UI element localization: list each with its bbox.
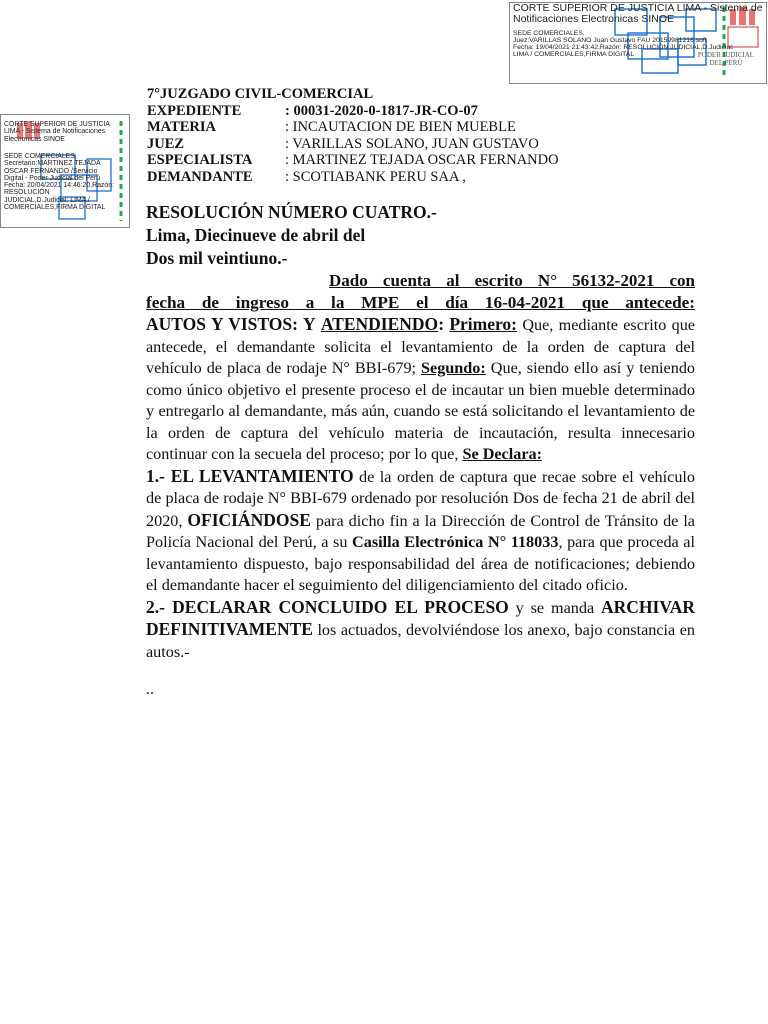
stamp-line: Fecha: 20/04/2021 14:46:20,Razón: xyxy=(4,182,114,189)
stamp-line: Secretario:MARTINEZ TEJADA xyxy=(4,160,101,168)
se-declara-label: Se Declara: xyxy=(462,445,543,463)
logo-text: PODER JUDICIAL xyxy=(697,51,755,59)
stamp-title: CORTE SUPERIOR DE JUSTICIA LIMA - Sistema de Notificaciones Electronicas SINOE xyxy=(4,121,110,143)
header-row-materia xyxy=(147,119,559,136)
header-row-especialista xyxy=(147,152,559,169)
oficiandose-label: OFICIÁNDOSE xyxy=(187,509,311,530)
point-two-paragraph xyxy=(146,597,695,664)
segundo-label: Segundo: xyxy=(421,359,486,377)
resolution-year: Dos mil veintiuno.- xyxy=(146,248,288,268)
header-row-juez xyxy=(147,136,559,153)
header-label: JUEZ xyxy=(147,135,185,152)
stamp-details xyxy=(4,153,126,211)
primero-text: Que, mediante escrito que antecede, el demandante solicita el levantamiento de la orden de captura del vehículo de placa de rodaje N° BBI-679; xyxy=(146,316,696,377)
point-one-text: de la orden de captura que recae sobre el vehículo de placa de rodaje N° BBI-679 ordenado por resolución Dos de fecha 21 de abril del 2020, xyxy=(146,467,696,530)
resolution-place-date: Lima, Diecinueve de abril del xyxy=(146,225,366,245)
colon: : xyxy=(438,314,445,334)
header-row-demandante xyxy=(147,169,559,186)
header-value: : 00031-2020-0-1817-JR-CO-07 xyxy=(285,102,478,119)
stamp-title: CORTE SUPERIOR DE JUSTICIA LIMA - Sistema de Notificaciones Electronicas SINOE xyxy=(513,2,763,26)
poder-judicial-logo xyxy=(691,52,761,67)
header-value: : INCAUTACION DE BIEN MUEBLE xyxy=(285,119,516,136)
stamp-line: Fecha: 19/04/2021 21:43:42,Razón: RESOLUCIÓN JUDICIAL,D.Judicial: xyxy=(513,44,734,52)
header-row-expediente xyxy=(147,103,559,120)
stamp-line: Digital - Poder Judicial del Perú xyxy=(4,174,101,182)
header-label: DEMANDANTE xyxy=(147,168,253,185)
stamp-line: SEDE COMERCIALES, xyxy=(4,153,77,160)
trailing-mark: .. xyxy=(146,681,154,698)
considerations-paragraph xyxy=(146,314,695,466)
signature-stamp-secretary xyxy=(0,114,130,228)
point-one-lead: 1.- EL LEVANTAMIENTO xyxy=(146,465,354,486)
stamp-line: Juez:VARILLAS SOLANO Juan Gustavo FAU 20159981216 soft xyxy=(513,37,707,45)
point-two-text: los actuados, devolviéndose los anexo, bajo constancia en autos.- xyxy=(146,621,695,661)
stamp-line: COMERCIALES,FIRMA DIGITAL xyxy=(4,203,106,211)
court-name: 7°JUZGADO CIVIL-COMERCIAL xyxy=(147,86,374,102)
dado-cuenta-line: fecha de ingreso a la MPE el día 16-04-2021 que antecede: xyxy=(146,293,695,312)
point-two-text: y se manda xyxy=(515,598,595,617)
resolution-body xyxy=(146,201,695,699)
header-label: ESPECIALISTA xyxy=(147,152,253,169)
header-value: : SCOTIABANK PERU SAA , xyxy=(285,168,466,185)
point-two-lead: 2.- DECLARAR CONCLUIDO EL PROCESO xyxy=(146,596,509,617)
autos-label: AUTOS Y VISTOS: Y xyxy=(146,314,316,334)
primero-label: Primero: xyxy=(449,314,518,334)
stamp-line: JUDICIAL,D.Judicial: LIMA / xyxy=(4,196,90,204)
atendiendo-label: ATENDIENDO xyxy=(320,314,439,334)
stamp-line: LIMA / COMERCIALES,FIRMA DIGITAL xyxy=(513,51,635,59)
signature-stamp-judge xyxy=(509,2,767,84)
casilla-label: Casilla Electrónica N° 118033 xyxy=(352,533,559,551)
header-label: EXPEDIENTE xyxy=(147,102,242,119)
stamp-line: OSCAR FERNANDO /Servicio xyxy=(4,167,98,175)
header-value: : MARTINEZ TEJADA OSCAR FERNANDO xyxy=(285,152,559,169)
segundo-text: Que, siendo ello así y teniendo como único objetivo el presente proceso el de incautar un bien mueble determinado y entregarlo al demandante, más aún, cuando se está solicitando el levantamiento de la orden de captura del vehículo materia de incautación, resulta innecesario continuar con la secuela del proceso; por lo que, xyxy=(146,359,696,463)
stamp-line: SEDE COMERCIALES, xyxy=(513,30,585,37)
header-value: : VARILLAS SOLANO, JUAN GUSTAVO xyxy=(285,135,539,152)
archivar-label: ARCHIVAR DEFINITIVAMENTE xyxy=(146,596,696,639)
resolution-title: RESOLUCIÓN NÚMERO CUATRO.- xyxy=(146,202,437,222)
point-one-paragraph xyxy=(146,466,695,597)
stamp-line: RESOLUCIÓN xyxy=(4,189,50,197)
logo-subtext: DEL PERÚ xyxy=(709,58,743,67)
header-label: MATERIA xyxy=(147,119,217,136)
case-header xyxy=(147,86,559,186)
point-one-text: , para que proceda al levantamiento dispuesto, bajo responsabilidad del área de notificaciones; debiendo el demandante hacer el seguimiento del diligenciamiento del citado oficio. xyxy=(146,533,695,594)
dado-cuenta-line: Dado cuenta al escrito N° 56132-2021 con xyxy=(329,271,695,290)
point-one-text: para dicho fin a la Dirección de Control de Tránsito de la Policía Nacional del Perú, a su xyxy=(146,511,695,551)
